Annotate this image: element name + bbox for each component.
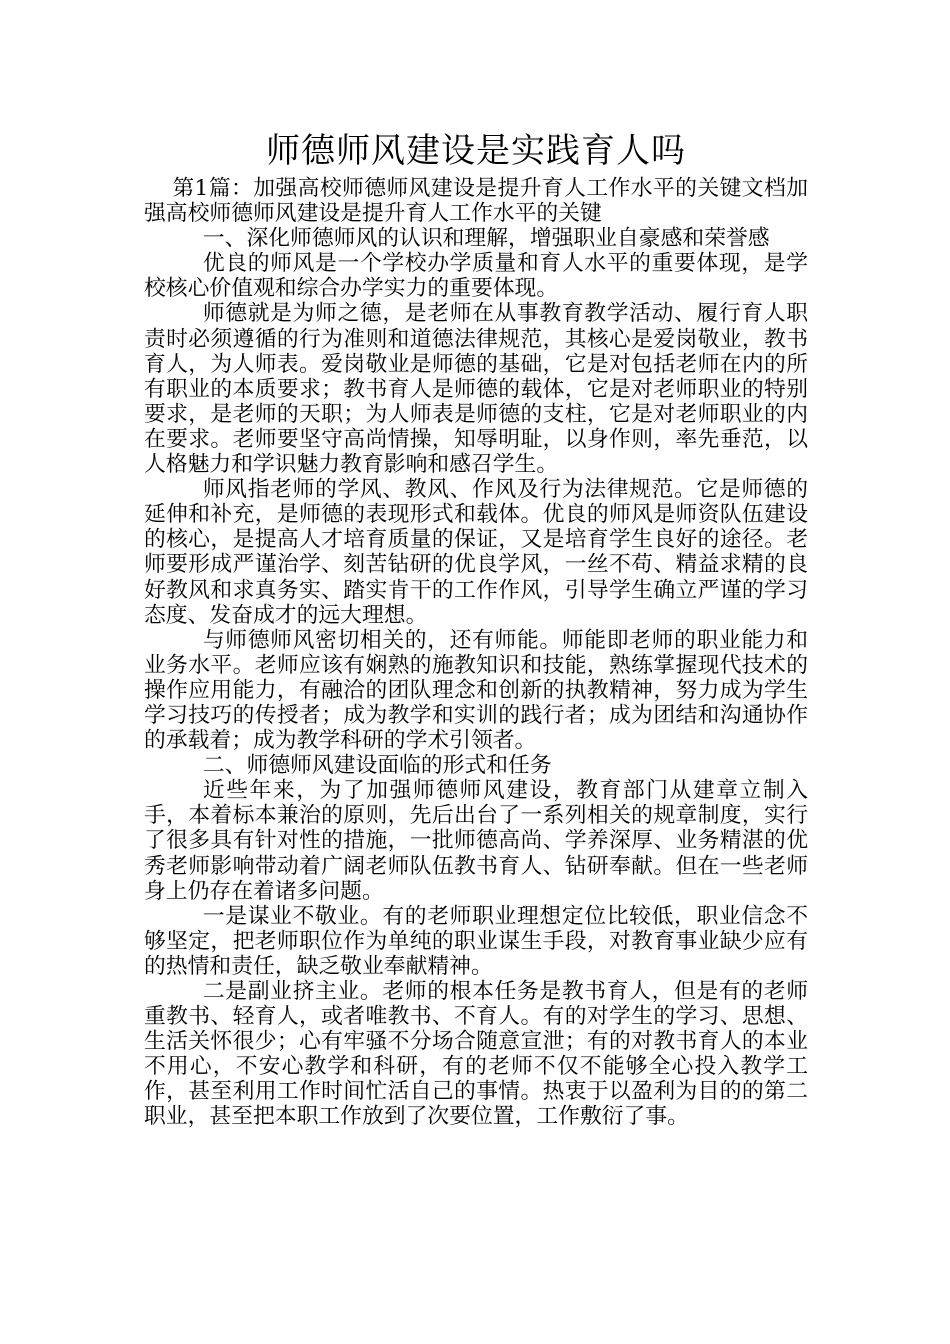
paragraph: 二是副业挤主业。老师的根本任务是教书育人，但是有的老师重教书、轻育人，或者唯教书、不育人。有的对学生的学习、思想、生活关怀很少；心有牢骚不分场合随意宣泄；有的对教书育人的本业不用心，不安心教学和科研，有的老师不仅不能够全心投入教学工作，甚至利用工作时间忙活自己的事情。热衷于以盈利为目的的第二职业，甚至把本职工作放到了次要位置，工作敷衍了事。	[144, 979, 808, 1130]
paragraph: 优良的师风是一个学校办学质量和育人水平的重要体现，是学校核心价值观和综合办学实力的重要体现。	[144, 251, 808, 302]
paragraph: 一是谋业不敬业。有的老师职业理想定位比较低，职业信念不够坚定，把老师职位作为单纯的职业谋生手段，对教育事业缺少应有的热情和责任，缺乏敬业奉献精神。	[144, 903, 808, 979]
paragraph-section-two-heading: 二、师德师风建设面临的形式和任务	[202, 753, 552, 779]
paragraph: 近些年来，为了加强师德师风建设，教育部门从建章立制入手，本着标本兼治的原则，先后出台了一系列相关的规章制度，实行了很多具有针对性的措施，一批师德高尚、学养深厚、业务精湛的优秀老师影响带动着广阔老师队伍教书育人、钻研奉献。但在一些老师身上仍存在着诸多问题。	[144, 778, 808, 904]
paragraph: 师德就是为师之德，是老师在从事教育教学活动、履行育人职责时必须遵循的行为准则和道德法律规范，其核心是爱岗敬业，教书育人，为人师表。爱岗敬业是师德的基础，它是对包括老师在内的所有职业的本质要求；教书育人是师德的载体，它是对老师职业的特别要求，是老师的天职；为人师表是师德的支柱，它是对老师职业的内在要求。老师要坚守高尚情操，知辱明耻，以身作则，率先垂范，以人格魅力和学识魅力教育影响和感召学生。	[144, 301, 808, 478]
document-title: 师德师风建设是实践育人吗	[266, 131, 686, 171]
document-body	[144, 176, 808, 1130]
paragraph-section-one-heading: 一、深化师德师风的认识和理解，增强职业自豪感和荣誉感	[202, 226, 770, 252]
document-page	[144, 128, 808, 1130]
paragraph: 与师德师风密切相关的，还有师能。师能即老师的职业能力和业务水平。老师应该有娴熟的施教知识和技能，熟练掌握现代技术的操作应用能力，有融洽的团队理念和创新的执教精神，努力成为学生学习技巧的传授者；成为教学和实训的践行者；成为团结和沟通协作的承载着；成为教学科研的学术引领者。	[144, 627, 808, 754]
paragraph-chapter-heading: 第1篇：加强高校师德师风建设是提升育人工作水平的关键文档加强高校师德师风建设是提升育人工作水平的关键	[144, 176, 808, 227]
paragraph: 师风指老师的学风、教风、作风及行为法律规范。它是师德的延伸和补充，是师德的表现形式和载体。优良的师风是师资队伍建设的核心，是提高人才培育质量的保证，又是培育学生良好的途径。老师要形成严谨治学、刻苦钻研的优良学风，一丝不苟、精益求精的良好教风和求真务实、踏实肯干的工作作风，引导学生确立严谨的学习态度、发奋成才的远大理想。	[144, 477, 808, 628]
